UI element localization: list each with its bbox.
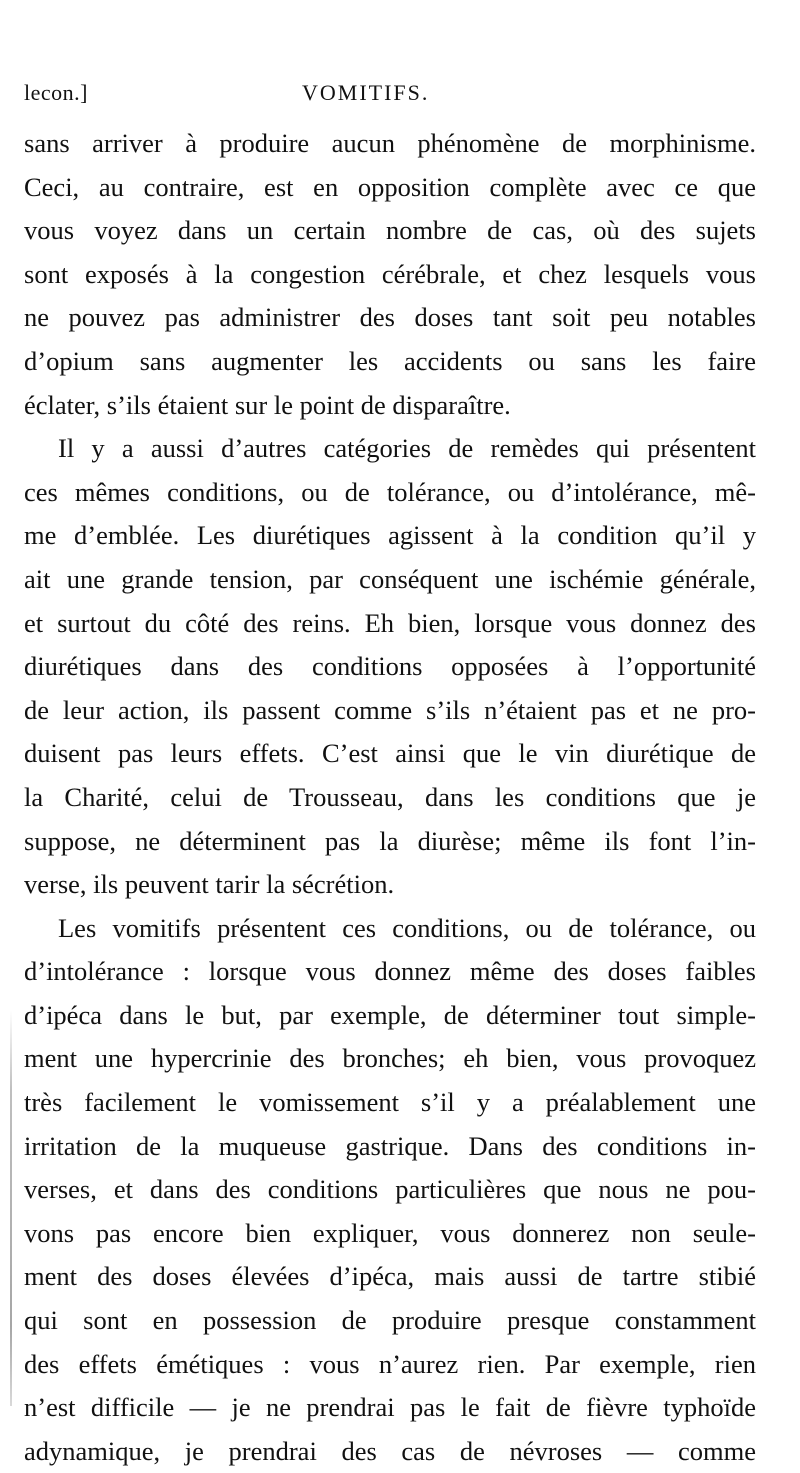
text-line: d’ipéca dans le but, par exemple, de déterminer tout simple- — [24, 999, 756, 1030]
text-line: irritation de la muqueuse gastrique. Dans des conditions in- — [24, 1130, 756, 1161]
body-text — [24, 122, 756, 1473]
text-line: vons pas encore bien expliquer, vous donnerez non seule- — [24, 1217, 756, 1248]
text-line: verses, et dans des conditions particulières que nous ne pou- — [24, 1174, 756, 1205]
text-line: sans arriver à produire aucun phénomène de morphinisme. — [24, 128, 756, 158]
running-head-lesson: lecon.] — [24, 80, 88, 105]
text-line: verse, ils peuvent tarir la sécrétion. — [24, 869, 395, 900]
running-head-title: VOMITIFS. — [302, 80, 430, 105]
text-line: duisent pas leurs effets. C’est ainsi que le vin diurétique de — [24, 738, 756, 769]
text-line: ne pouvez pas administrer des doses tant soit peu notables — [24, 302, 756, 333]
text-line: très facilement le vomissement s’il y a préalablement une — [24, 1087, 756, 1118]
text-line: de leur action, ils passent comme s’ils n’étaient pas et ne pro- — [24, 694, 756, 725]
text-line: sont exposés à la congestion cérébrale, et chez lesquels vous — [24, 258, 756, 289]
page-binding-edge — [10, 1010, 12, 1406]
text-line: Ceci, au contraire, est en opposition complète avec ce que — [24, 171, 756, 202]
text-line: ment des doses élevées d’ipéca, mais aussi de tartre stibié — [24, 1261, 756, 1292]
text-line: n’est difficile — je ne prendrai pas le fait de fièvre typhoïde — [24, 1392, 756, 1423]
text-line: la Charité, celui de Trousseau, dans les conditions que je — [24, 781, 756, 812]
text-line: qui sont en possession de produire presque constamment — [24, 1305, 756, 1336]
text-line: Les vomitifs présentent ces conditions, ou de tolérance, ou — [58, 912, 756, 943]
text-line: et surtout du côté des reins. Eh bien, lorsque vous donnez des — [24, 607, 756, 638]
text-line: d’opium sans augmenter les accidents ou sans les faire — [24, 345, 756, 376]
text-line: suppose, ne déterminent pas la diurèse; même ils font l’in- — [24, 825, 756, 856]
text-line: adynamique, je prendrai des cas de névroses — comme — [24, 1435, 756, 1466]
text-line: vous voyez dans un certain nombre de cas, où des sujets — [24, 215, 756, 246]
text-line: diurétiques dans des conditions opposées à l’opportunité — [24, 651, 756, 682]
text-line: Il y a aussi d’autres catégories de remèdes qui présentent — [58, 433, 756, 464]
running-head — [24, 80, 744, 110]
text-line: me d’emblée. Les diurétiques agissent à la condition qu’il y — [24, 520, 756, 551]
text-line: ces mêmes conditions, ou de tolérance, ou d’intolérance, mê- — [24, 476, 756, 507]
text-line: d’intolérance : lorsque vous donnez même des doses faibles — [24, 956, 756, 987]
text-line: éclater, s’ils étaient sur le point de disparaître. — [24, 389, 511, 420]
text-line: des effets émétiques : vous n’aurez rien. Par exemple, rien — [24, 1348, 756, 1379]
text-line: ait une grande tension, par conséquent une ischémie générale, — [24, 563, 756, 594]
text-line: ment une hypercrinie des bronches; eh bien, vous provoquez — [24, 1043, 756, 1074]
